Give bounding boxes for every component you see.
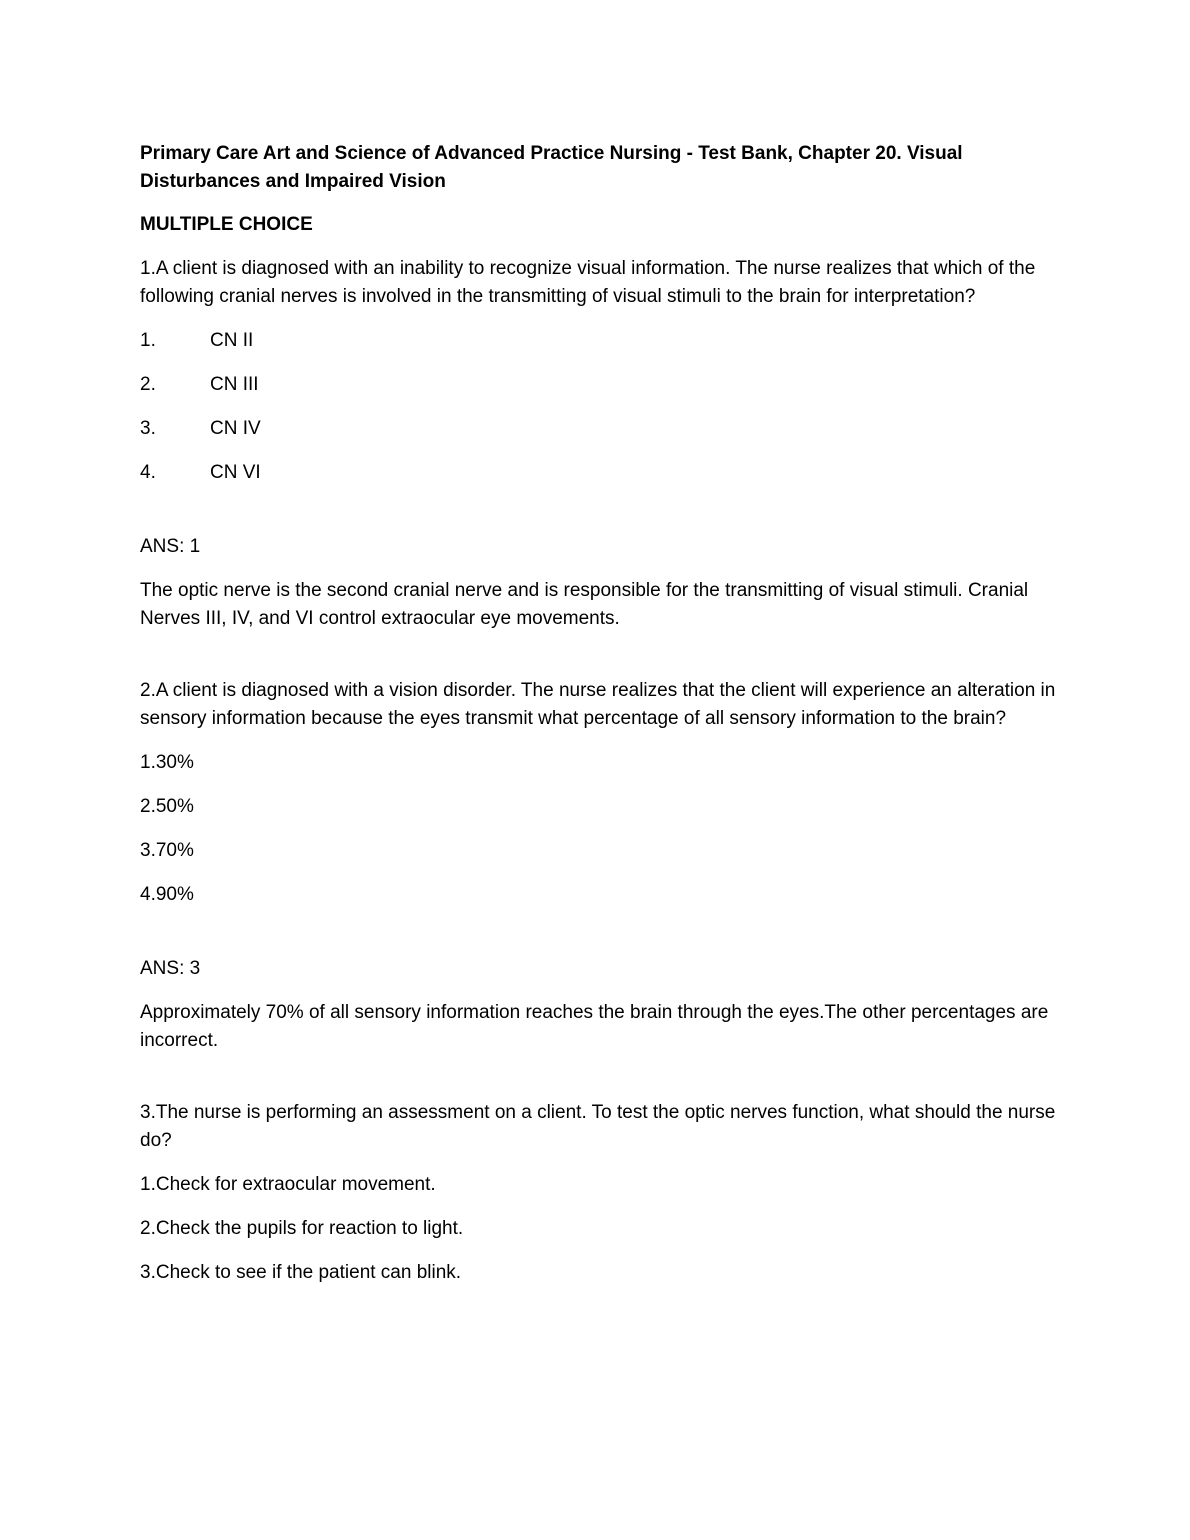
- option-number: 2.: [140, 374, 156, 395]
- question-3-stem: 3.The nurse is performing an assessment on a client. To test the optic nerves function, what should the nurse do?: [140, 1102, 1056, 1151]
- question-2-option-1: 1.30%: [140, 752, 194, 773]
- question-3-option-3: 3.Check to see if the patient can blink.: [140, 1262, 462, 1283]
- question-1-option-2: [140, 371, 1060, 399]
- option-text: CN III: [210, 374, 259, 395]
- spacer: [140, 925, 1060, 955]
- question-1-stem: 1.A client is diagnosed with an inability to recognize visual information. The nurse realizes that which of the following cranial nerves is involved in the transmitting of visual stimuli to the brain for interpretation?: [140, 258, 1036, 307]
- document-title: Primary Care Art and Science of Advanced Practice Nursing - Test Bank, Chapter 20. Visual Disturbances and Impaired Vision: [140, 143, 963, 192]
- question-1-option-3: [140, 415, 1060, 443]
- option-number: 3.: [140, 418, 156, 439]
- question-1-option-4: [140, 459, 1060, 487]
- question-2-option-3: 3.70%: [140, 840, 194, 861]
- question-2-stem: 2.A client is diagnosed with a vision disorder. The nurse realizes that the client will experience an alteration in sensory information because the eyes transmit what percentage of all sensory information to the brain?: [140, 680, 1056, 729]
- question-3-option-2: 2.Check the pupils for reaction to light.: [140, 1218, 464, 1239]
- spacer: [140, 1071, 1060, 1099]
- question-2-option-4: 4.90%: [140, 884, 194, 905]
- section-heading: MULTIPLE CHOICE: [140, 214, 313, 235]
- question-1-rationale: The optic nerve is the second cranial nerve and is responsible for the transmitting of visual stimuli. Cranial Nerves III, IV, and VI control extraocular eye movements.: [140, 580, 1029, 629]
- spacer: [140, 503, 1060, 533]
- option-text: CN IV: [210, 418, 261, 439]
- question-1-answer: ANS: 1: [140, 536, 201, 557]
- question-2-answer: ANS: 3: [140, 958, 201, 979]
- option-text: CN II: [210, 330, 254, 351]
- option-number: 1.: [140, 330, 156, 351]
- question-2-option-2: 2.50%: [140, 796, 194, 817]
- option-number: 4.: [140, 462, 156, 483]
- document-page: [140, 140, 1060, 1303]
- question-3-option-1: 1.Check for extraocular movement.: [140, 1174, 436, 1195]
- option-text: CN VI: [210, 462, 261, 483]
- spacer: [140, 649, 1060, 677]
- question-1-option-1: [140, 327, 1060, 355]
- question-2-rationale: Approximately 70% of all sensory information reaches the brain through the eyes.The other percentages are incorrect.: [140, 1002, 1049, 1051]
